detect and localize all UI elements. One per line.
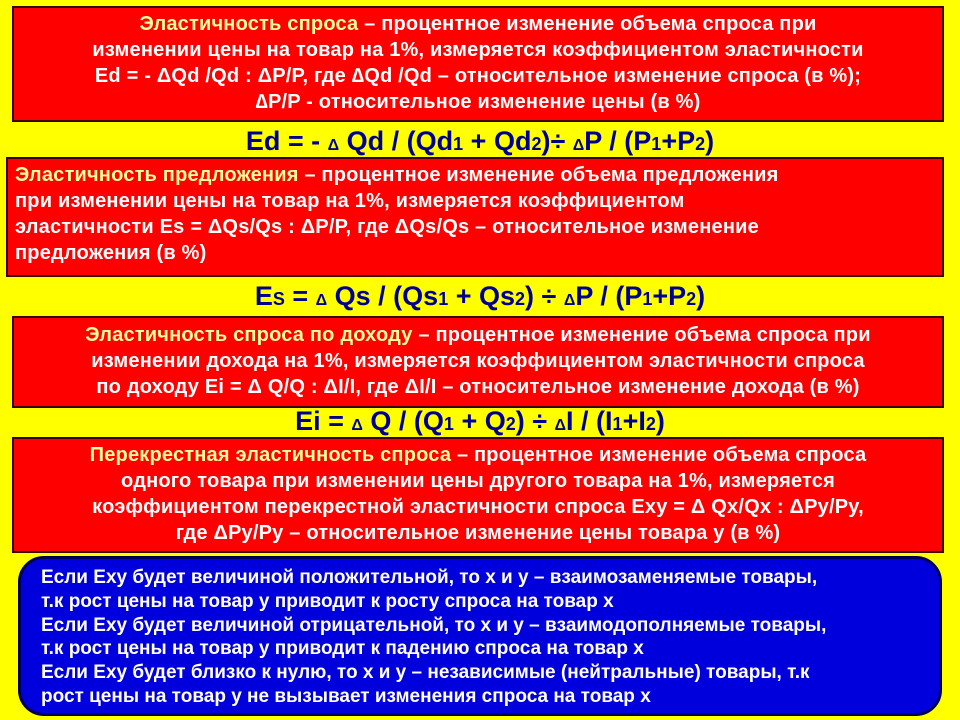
demand-term: Эластичность спроса — [139, 13, 359, 35]
demand-elasticity-definition — [12, 6, 944, 122]
demand-line-1: – процентное изменение объема спроса при — [358, 13, 817, 35]
income-elasticity-definition — [12, 316, 944, 408]
supply-term: Эластичность предложения — [15, 164, 299, 186]
note-line-3: Если Exy будет величиной отрицательной, то х и у – взаимодополняемые товары, — [41, 614, 827, 636]
supply-line-3: эластичности Es = ΔQs/Qs : ΔP/P, где ΔQs/Qs – относительное изменение — [15, 216, 759, 238]
supply-elasticity-formula: ES = Δ Qs / (Qs1 + Qs2) ÷ ΔP / (P1+P2) — [254, 281, 706, 311]
demand-line-2: изменении цены на товар на 1%, измеряется коэффициентом эластичности — [92, 39, 864, 61]
demand-elasticity-formula: Ed = - Δ Qd / (Qd1 + Qd2)÷ ΔP / (P1+P2) — [245, 126, 715, 156]
supply-elasticity-definition — [6, 157, 944, 277]
cross-line-4: где ΔPy/Py – относительное изменение цены товара у (в %) — [175, 522, 781, 544]
cross-elasticity-definition — [12, 437, 944, 553]
income-elasticity-formula: Ei = Δ Q / (Q1 + Q2) ÷ ΔI / (I1+I2) — [295, 406, 665, 436]
income-line-1: – процентное изменение объема спроса при — [412, 324, 871, 346]
supply-line-2: при изменении цены на товар на 1%, измеряется коэффициентом — [15, 190, 685, 212]
supply-line-1: – процентное изменение объема предложения — [298, 164, 779, 186]
cross-line-1: – процентное изменение объема спроса — [451, 444, 867, 466]
income-term: Эластичность спроса по доходу — [85, 324, 413, 346]
cross-term: Перекрестная эластичность спроса — [89, 444, 452, 466]
note-line-1: Если Exy будет величиной положительной, то х и у – взаимозаменяемые товары, — [41, 567, 818, 588]
supply-line-4: предложения (в %) — [15, 242, 207, 264]
cross-line-2: одного товара при изменении цены другого товара на 1%, измеряется — [121, 470, 835, 492]
income-line-2: изменении дохода на 1%, измеряется коэффициентом эластичности спроса — [91, 350, 865, 372]
demand-line-3: Ed = - ΔQd /Qd : ΔP/P, где ∆Qd /Qd – относительное изменение спроса (в %); — [94, 65, 862, 87]
note-line-2: т.к рост цены на товар у приводит к росту спроса на товар х — [41, 590, 614, 612]
income-line-3: по доходу Ei = Δ Q/Q : ΔI/I, где ΔI/I – относительное изменение дохода (в %) — [96, 376, 860, 398]
note-line-6: рост цены на товар у не вызывает изменения спроса на товар х — [41, 685, 651, 707]
cross-line-3: коэффициентом перекрестной эластичности спроса Exy = Δ Qx/Qx : ΔPy/Py, — [92, 496, 864, 518]
demand-line-4: ∆P/P - относительное изменение цены (в %) — [255, 91, 701, 113]
note-line-5: Если Exy будет близко к нулю, то х и у – независимые (нейтральные) товары, т.к — [41, 662, 810, 684]
note-line-4: т.к рост цены на товар у приводит к падению спроса на товар х — [41, 638, 644, 660]
cross-elasticity-notes — [18, 556, 942, 716]
